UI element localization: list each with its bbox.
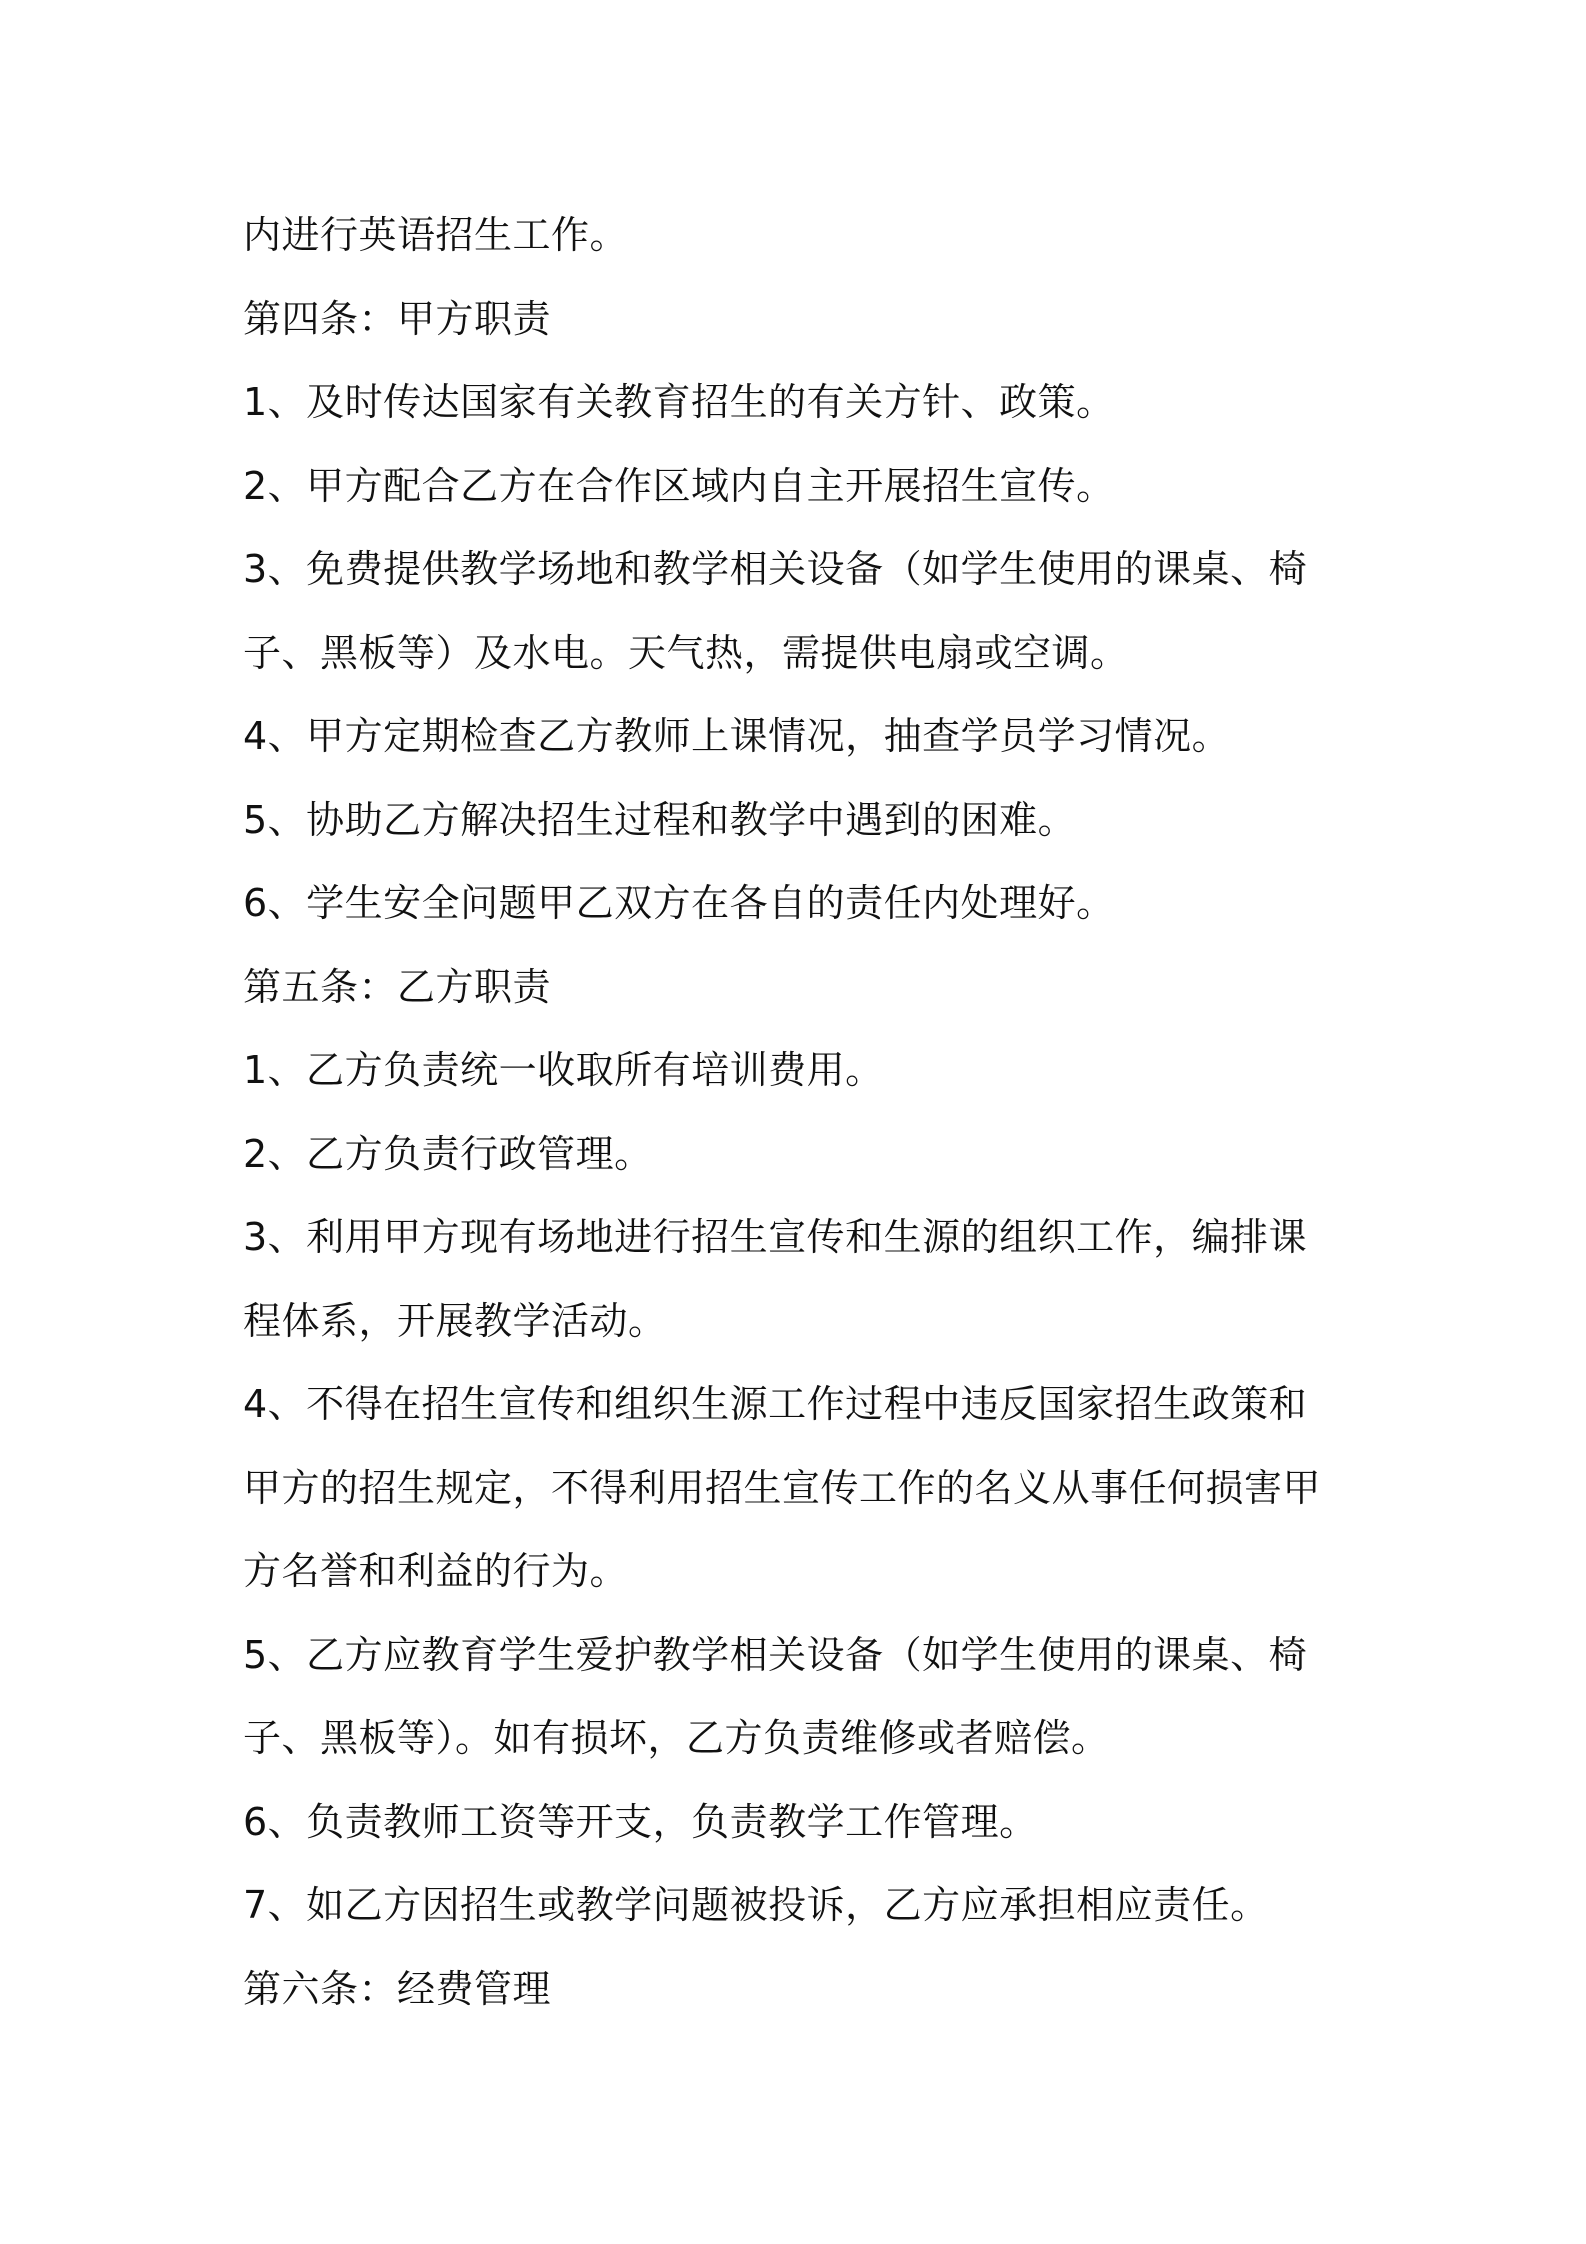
text-line: 方名誉和利益的行为。: [243, 1549, 629, 1593]
text-line: 5、乙方应教育学生爱护教学相关设备（如学生使用的课桌、椅: [243, 1632, 1308, 1677]
text-line: 子、黑板等）及水电。天气热，需提供电扇或空调。: [243, 630, 1129, 675]
text-line: 5、协助乙方解决招生过程和教学中遇到的困难。: [243, 797, 1077, 842]
text-line: 7、如乙方因招生或教学问题被投诉，乙方应承担相应责任。: [243, 1883, 1269, 1927]
section-heading-article-4: 第四条：甲方职责: [243, 296, 552, 341]
text-line: 1、及时传达国家有关教育招生的有关方针、政策。: [243, 380, 1115, 424]
text-line: 程体系，开展教学活动。: [243, 1298, 667, 1343]
text-line: 6、学生安全问题甲乙双方在各自的责任内处理好。: [243, 881, 1115, 925]
text-line: 内进行英语招生工作。: [243, 213, 629, 257]
text-line: 3、利用甲方现有场地进行招生宣传和生源的组织工作，编排课: [243, 1215, 1308, 1259]
document-body: [243, 194, 1363, 2031]
text-line: 4、甲方定期检查乙方教师上课情况，抽查学员学习情况。: [243, 714, 1231, 758]
text-line: 甲方的招生规定，不得利用招生宣传工作的名义从事任何损害甲: [243, 1465, 1322, 1510]
text-line: 2、乙方负责行政管理。: [243, 1131, 653, 1176]
section-heading-article-5: 第五条：乙方职责: [243, 964, 552, 1009]
text-line: 4、不得在招生宣传和组织生源工作过程中违反国家招生政策和: [243, 1382, 1308, 1426]
text-line: 1、乙方负责统一收取所有培训费用。: [243, 1048, 884, 1092]
text-line: 2、甲方配合乙方在合作区域内自主开展招生宣传。: [243, 463, 1115, 508]
section-heading-article-6: 第六条：经费管理: [243, 1966, 552, 2011]
text-line: 3、免费提供教学场地和教学相关设备（如学生使用的课桌、椅: [243, 547, 1308, 591]
text-line: 子、黑板等）。如有损坏，乙方负责维修或者赔偿。: [243, 1716, 1110, 1760]
text-line: 6、负责教师工资等开支，负责教学工作管理。: [243, 1799, 1038, 1844]
